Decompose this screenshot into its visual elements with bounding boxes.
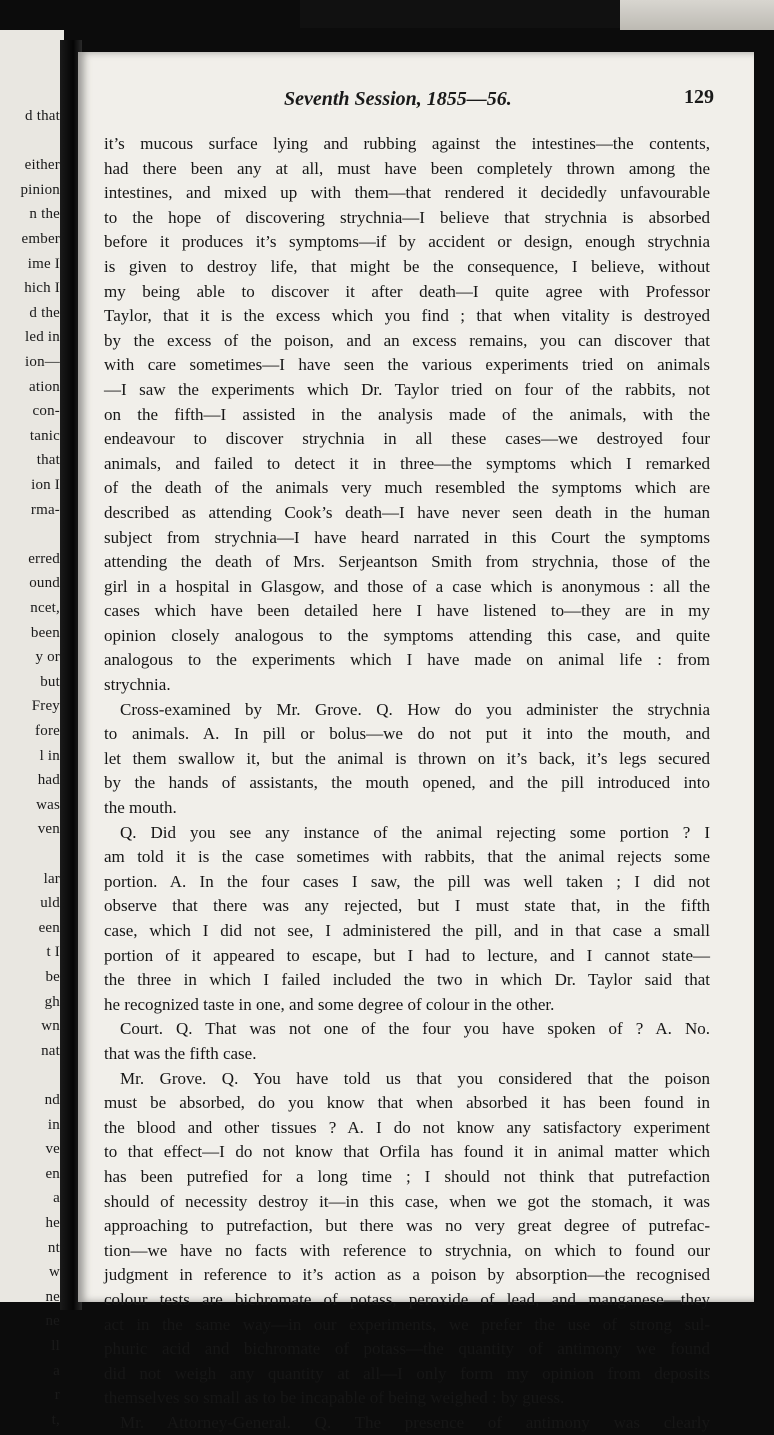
text-line: Court. Q. That was not one of the four you have spoken of ? A. No. [120,1019,710,1039]
text-line: animals, and failed to detect it in three—the symptoms which I remarked [104,453,710,473]
left-page-fragment: either [24,157,60,174]
text-line: with care sometimes—I have seen the various experiments tried on animals [104,355,710,375]
text-line: Mr. Attorney-General. Q. The presence of antimony was clearly [120,1412,710,1432]
text-line: is given to destroy life, that might be the consequence, I believe, without [104,256,710,276]
text-line: Q. Did you see any instance of the animal rejecting some portion ? I [120,822,710,842]
left-page-fragment: ll [51,1338,60,1354]
text-line: described as attending Cook’s death—I have never seen death in the human [104,502,710,522]
text-line: —I saw the experiments which Dr. Taylor tried on four of the rabbits, not [104,379,710,399]
left-page-fragment: a [53,1362,60,1379]
text-line: to that effect—I do not know that Orfila has found it in animal matter which [104,1142,710,1162]
text-line: strychnia. [104,675,171,695]
left-page-fragment: pinion [20,181,60,198]
text-line: cases which have been detailed here I have listened to—they are in my [104,601,710,621]
page-number: 129 [684,86,714,108]
left-page-fragment: led in [25,329,60,346]
left-page-fragment: fore [35,723,60,739]
left-page-fragment: tanic [29,427,60,444]
left-page-fragment: ime I [27,255,60,272]
left-page-fragment: ion I [31,477,60,493]
left-page-fragment: con- [32,403,60,420]
left-page-fragment: en [45,1165,60,1182]
text-line: let them swallow it, but the animal is thrown on it’s back, it’s legs secured [104,748,710,768]
text-line: portion of it appeared to escape, but I had to lecture, and I cannot state— [104,945,710,965]
left-page-fragment: r [54,1387,60,1404]
text-line: approaching to putrefaction, but there was no very great degree of putrefac- [104,1216,710,1236]
text-line: to animals. A. In pill or bolus—we do not put it into the mouth, and [104,724,710,744]
page-top-edge [620,0,774,30]
text-line: tion—we have no facts with reference to strychnia, on which to found our [104,1240,710,1260]
left-page-fragment: wn [41,1018,60,1035]
text-line: the three in which I failed included the two in which Dr. Taylor said that [104,970,710,990]
text-line: subject from strychnia—I have heard narrated in this Court the symptoms [104,527,710,547]
document-page [78,52,754,1432]
text-line: my being able to discover it after death—I quite agree with Professor [104,281,710,301]
text-line: observe that there was any rejected, but I must state that, in the fifth [104,896,710,916]
text-line: act in the same way—in our experiments, we prefer the use of strong sul- [104,1314,710,1334]
text-line: Mr. Grove. Q. You have told us that you considered that the poison [120,1068,710,1088]
body-text [104,132,710,1435]
left-page-fragment: l in [39,747,60,764]
text-line: has been putrefied for a long time ; I should not think that putrefaction [104,1166,710,1186]
left-page-fragment: lar [43,870,60,887]
left-page-fragment: ation [29,378,60,395]
left-page-fragment: een [38,919,60,936]
left-page-fragment: been [30,624,60,641]
left-page-fragment: had [37,772,60,789]
left-page-fragment: he [45,1215,60,1231]
left-page-fragment: ncet, [30,600,60,616]
text-line: themselves so small as to be incapable of being weighed : by guess. [104,1388,565,1408]
left-page-fragment: in [47,1116,60,1133]
left-page-fragment: y or [35,649,60,666]
left-page-fragment: w [48,1264,60,1281]
text-line: opinion closely analogous to the symptoms attending this case, and quite [104,625,710,645]
text-line: by the hands of assistants, the mouth opened, and the pill introduced into [104,773,710,793]
text-line: analogous to the experiments which I have made on animal life : from [104,650,710,670]
text-line: before it produces it’s symptoms—if by accident or design, enough strychnia [104,232,710,252]
text-line: that was the fifth case. [104,1043,257,1063]
left-page-fragment: d that [25,108,60,124]
left-page-fragment: hich I [24,280,60,297]
text-line: phuric acid and bichromate of potass—the quantity of antimony we found [104,1339,710,1359]
left-page-fragment: ion— [25,354,60,370]
left-page-fragment: was [36,796,60,813]
left-page-fragment: but [40,673,60,690]
running-title: Seventh Session, 1855—56. [284,88,512,110]
text-line: intestines, and mixed up with them—that rendered it decidedly unfavourable [104,183,710,203]
text-line: of the death of the animals very much resembled the symptoms which are [104,478,710,498]
left-facing-page [0,30,64,1428]
text-line: endeavour to discover strychnia in all these cases—we destroyed four [104,429,710,449]
text-line: the mouth. [104,798,177,818]
left-page-fragment: nt [47,1239,60,1256]
left-page-fragment: rma- [30,501,60,518]
text-line: attending the death of Mrs. Serjeantson Smith from strychnia, those of the [104,552,710,572]
left-page-fragment: d the [29,304,60,321]
left-page-fragment: ven [37,821,60,838]
left-page-fragment: uld [40,895,60,912]
text-line: case, which I did not see, I administered the pill, and in that case a small [104,921,710,940]
text-line: Taylor, that it is the excess which you find ; that when vitality is destroyed [104,306,710,326]
text-line: to the hope of discovering strychnia—I believe that strychnia is absorbed [104,207,710,227]
left-page-fragment: t I [46,944,60,961]
text-line: judgment in reference to it’s action as a poison by absorption—the recognised [104,1265,710,1285]
text-line: he recognized taste in one, and some degree of colour in the other. [104,994,555,1014]
text-line: am told it is the case sometimes with rabbits, that the animal rejects some [104,847,710,867]
text-line: girl in a hospital in Glasgow, and those of a case which is anonymous : all the [104,576,710,596]
left-page-fragment: nat [41,1042,60,1059]
left-page-fragment: be [45,969,60,985]
left-page-fragment: ember [21,231,60,247]
left-page-fragment: n the [29,206,60,223]
text-line: Cross-examined by Mr. Grove. Q. How do you administer the strychnia [120,699,710,719]
left-page-fragment: nd [44,1092,60,1108]
left-page-fragment: ne [45,1288,60,1305]
text-line: portion. A. In the four cases I saw, the pill was well taken ; I did not [104,871,710,891]
text-line: should of necessity destroy it—in this case, when we got the stomach, it was [104,1191,710,1211]
text-line: had there been any at all, must have been completely thrown among the [104,158,710,178]
left-page-fragment: ound [29,575,60,592]
left-page-fragment: ne [45,1313,60,1330]
text-line: must be absorbed, do you know that when absorbed it has been found in [104,1093,710,1113]
text-line: did not weigh any quantity at all—I only form my opinion from deposits [104,1363,710,1383]
left-page-fragment: gh [44,993,60,1010]
left-page-fragment: that [36,452,60,469]
left-page-fragment: erred [28,550,60,567]
text-line: the blood and other tissues ? A. I do not know any satisfactory experiment [104,1117,710,1137]
text-line: it’s mucous surface lying and rubbing against the intestines—the contents, [104,134,710,153]
left-page-fragment: t, [51,1411,60,1428]
left-page-fragment: ve [45,1141,60,1158]
text-line: by the excess of the poison, and an excess remains, you can discover that [104,330,710,350]
left-page-fragment: a [53,1190,60,1207]
text-line: colour tests are bichromate of potass, peroxide of lead, and manganese—they [104,1289,710,1309]
text-line: on the fifth—I assisted in the analysis made of the animals, with the [104,404,710,424]
left-page-fragment: Frey [31,698,60,715]
